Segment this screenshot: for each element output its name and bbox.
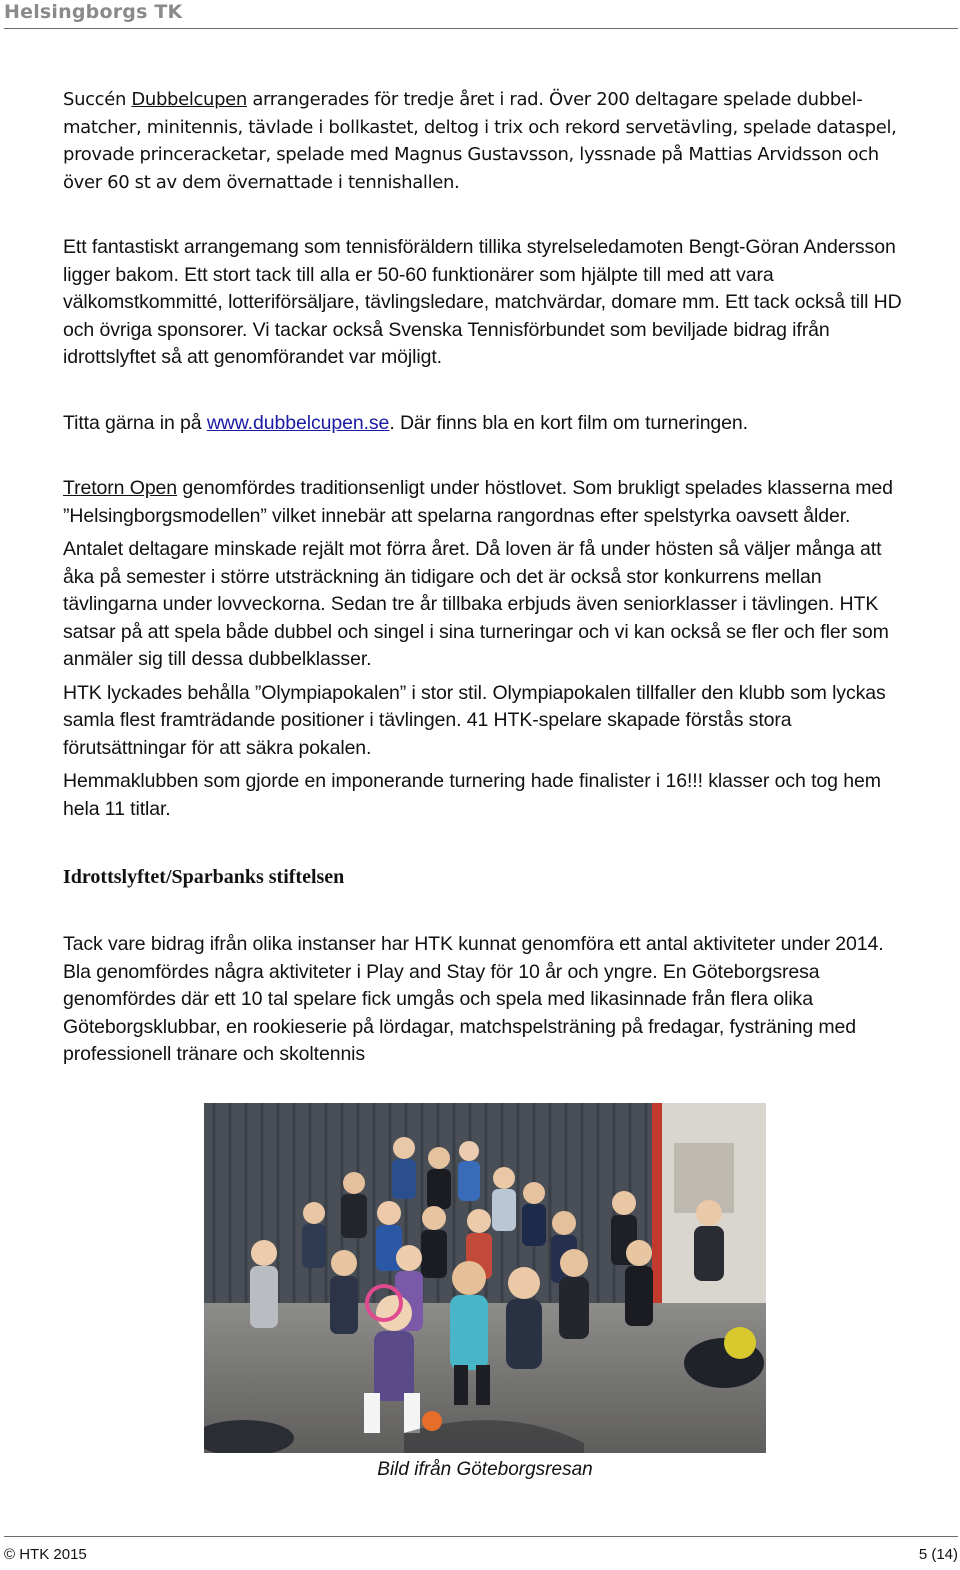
section-heading: Idrottslyftet/Sparbanks stiftelsen <box>63 866 345 888</box>
footer-copyright: © HTK 2015 <box>4 1546 87 1563</box>
paragraph-text: Titta gärna in på <box>63 411 207 434</box>
paragraph-home-club: Hemmaklubben som gjorde en imponerande turnering hade finalister i 16!!! klasser och tog hem hela 11 titlar. <box>63 770 881 820</box>
paragraph-olympiapokalen: HTK lyckades behålla ”Olympiapokalen” i stor stil. Olympiapokalen tillfaller den klubb som lyckas samla flest framträdande positioner i tävlingen. 41 HTK-spelare skapade förstås stora förutsättningar för att säkra pokalen. <box>63 681 886 759</box>
paragraph-text: . Där finns bla en kort film om turneringen. <box>389 411 748 434</box>
tretorn-open-link[interactable]: Tretorn Open <box>63 477 178 499</box>
paragraph-arrangement: Ett fantastiskt arrangemang som tennisföräldern tillika styrelseledamoten Bengt-Göran Andersson ligger bakom. Ett stort tack till alla er 50-60 funktionärer som hjälpte till med att vara välkomstkommitté, lotteriförsäljare, tävlingsledare, matchvärdar, domare mm. Ett tack också till HD och övriga sponsorer. Vi tackar också Svenska Tennisförbundet som beviljade bidrag ifrån idrottslyftet så att genomförandet var möjligt. <box>63 236 902 368</box>
photo-caption: Bild ifrån Göteborgsresan <box>377 1459 593 1480</box>
page-header <box>4 0 958 29</box>
paragraph-idrottslyftet: Tack vare bidrag ifrån olika instanser har HTK kunnat genomföra ett antal aktiviteter under 2014. Bla genomfördes några aktiviteter i Play and Stay för 10 år och yngre. En Göteborgsresa genomfördes där ett 10 tal spelare fick umgås och spela med likasinnade från flera olika Göteborgsklubbar, en rookieserie på lördagar, matchspelsträning på fredagar, fysträning med professionell tränare och skoltennis <box>63 933 884 1065</box>
page-footer <box>4 1536 958 1570</box>
group-photo <box>204 1103 766 1453</box>
dubbelcupen-link[interactable]: Dubbelcupen <box>131 89 247 110</box>
paragraph-website <box>63 410 913 438</box>
paragraph-participants: Antalet deltagare minskade rejält mot förra året. Då loven är få under hösten så väljer många att åka på semester i större utsträckning än tidigare och det är också stor konkurrens mellan tävlingarna under lovveckorna. Sedan tre år tillbaka erbjuds även seniorklasser i tävlingen. HTK satsar på att spela både dubbel och singel i sina turneringar och vi kan också se fler och fler som anmäler sig till dessa dubbelklasser. <box>63 538 889 670</box>
dubbelcupen-website-link[interactable]: www.dubbelcupen.se <box>206 411 390 434</box>
paragraph-text: Succén <box>63 89 132 110</box>
paragraph-text: genomfördes traditionsenligt under höstlovet. Som brukligt spelades klasserna med ”Helsingborgsmodellen” vilket innebär att spelarna rangordnas efter spelstyrka oavsett ålder. <box>63 477 893 527</box>
group-photo-illustration <box>204 1103 766 1453</box>
paragraph-text: arrangerades för tredje året i rad. Över 200 deltagare spelade dubbelmatcher, minitennis, tävlade i bollkastet, deltog i trix och rekord servetävling, spelade dataspel, provade princeracketar, spelade med Magnus Gustavsson, lyssnade på Mattias Arvidsson och över 60 st av dem övernattade i tennishallen. <box>63 89 897 193</box>
paragraph-tretorn-open <box>63 475 913 530</box>
paragraph-dubbelcupen <box>63 86 913 196</box>
document-body <box>63 86 913 1069</box>
header-title: Helsingborgs TK <box>4 1 183 23</box>
footer-page-number: 5 (14) <box>918 1546 958 1563</box>
